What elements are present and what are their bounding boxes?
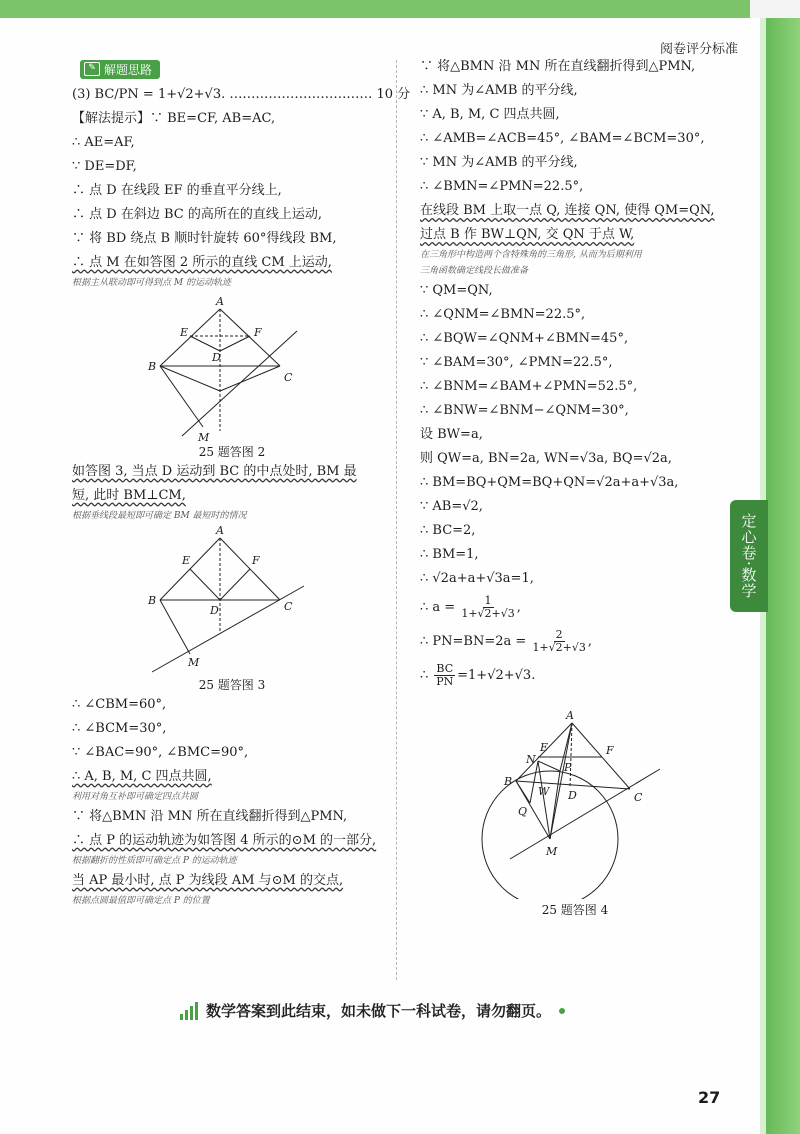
- label-N: N: [526, 753, 536, 766]
- label-W: W: [538, 785, 550, 798]
- hint-note: 在三角形中构造两个含特殊角的三角形, 从而为后期利用: [420, 250, 642, 260]
- page-number: 27: [698, 1088, 721, 1107]
- label-C: C: [634, 791, 643, 804]
- text-line: ∵ 将△BMN 沿 MN 所在直线翻折得到△PMN,: [420, 59, 696, 74]
- text-line: ∵ 将△BMN 沿 MN 所在直线翻折得到△PMN,: [72, 808, 348, 824]
- fraction-prefix: ∴ a =: [420, 600, 456, 615]
- fraction: [532, 629, 585, 654]
- text-line: ∴ 点 D 在线段 EF 的垂直平分线上,: [72, 182, 282, 198]
- label-F: F: [606, 744, 614, 757]
- fraction-denominator: PN: [436, 675, 454, 688]
- fraction-prefix: ∴ PN=BN=2a =: [420, 634, 527, 649]
- fraction-prefix: ∴: [420, 668, 429, 683]
- text-line: 短, 此时 BM⊥CM,: [72, 487, 186, 503]
- text-line: ∴ ∠BQW=∠QNM+∠BMN=45°,: [420, 331, 629, 346]
- text-line: ∵ ∠BAM=30°, ∠PMN=22.5°,: [420, 355, 613, 370]
- header-title: 阅卷评分标准: [660, 42, 739, 57]
- text-line: 如答图 3, 当点 D 运动到 BC 的中点处时, BM 最: [72, 463, 357, 479]
- text-line: ∴ MN 为∠AMB 的平分线,: [420, 83, 578, 98]
- text-line: 过点 B 作 BW⊥QN, 交 QN 于点 W,: [420, 227, 635, 242]
- hint-note: 根据翻折的性质即可确定点 P 的运动轨迹: [72, 855, 237, 866]
- label-A: A: [216, 294, 224, 308]
- text-line: ∴ 点 D 在斜边 BC 的高所在的直线上运动,: [72, 206, 322, 222]
- side-tab: 定心卷·数学: [730, 500, 768, 612]
- fraction-numerator: 2: [555, 628, 563, 641]
- label-C: C: [284, 370, 293, 384]
- label-F: F: [252, 553, 260, 567]
- text-line: ∴ AE=AF,: [72, 134, 135, 150]
- text-line: ∵ AB=√2,: [420, 499, 483, 514]
- figure-3: [72, 524, 392, 674]
- text-line: ∴ BM=BQ+QM=BQ+QN=√2a+a+√3a,: [420, 475, 679, 490]
- text-line: ∴ ∠QNM=∠BMN=22.5°,: [420, 307, 586, 322]
- figure-3-diagram: [72, 524, 392, 674]
- figure-4: [420, 699, 730, 899]
- label-M: M: [546, 845, 558, 858]
- text-line: 当 AP 最小时, 点 P 为线段 AM 与⊙M 的交点,: [72, 872, 344, 888]
- figure-4-diagram: [420, 699, 730, 899]
- text-line: ∵ MN 为∠AMB 的平分线,: [420, 155, 578, 170]
- label-E: E: [180, 325, 189, 339]
- signal-bars-icon: [180, 1002, 198, 1020]
- text-line: 【解法提示】∵ BE=CF, AB=AC,: [72, 110, 276, 126]
- label-B: B: [504, 775, 513, 788]
- text-line: ∴ 点 P 的运动轨迹为如答图 4 所示的⊙M 的一部分,: [72, 832, 377, 848]
- label-E: E: [182, 553, 191, 567]
- badge-label: 解题思路: [104, 62, 153, 77]
- top-bar-end: [750, 0, 800, 18]
- answer-line: (3) BC/PN = 1+√2+√3. …………………………… 10 分: [72, 86, 411, 102]
- text-line: ∵ ∠BAC=90°, ∠BMC=90°,: [72, 744, 249, 760]
- fraction-denominator: 1+√2+√3: [461, 607, 515, 620]
- footer-text: 数学答案到此结束，如未做下一科试卷，请勿翻页。: [206, 1002, 552, 1020]
- pencil-icon: ✎: [84, 62, 100, 76]
- solution-badge: [80, 60, 160, 79]
- label-M: M: [188, 655, 200, 669]
- text-line: ∴ BM=1,: [420, 547, 479, 562]
- label-D: D: [210, 603, 219, 617]
- text-line: ∵ QM=QN,: [420, 283, 493, 298]
- text-line: ∴ ∠AMB=∠ACB=45°, ∠BAM=∠BCM=30°,: [420, 131, 705, 146]
- label-B: B: [148, 593, 157, 607]
- text-line: ∴ BC=2,: [420, 523, 476, 538]
- label-M: M: [198, 430, 210, 441]
- hint-note: 根据主从联动即可得到点 M 的运动轨迹: [72, 277, 231, 288]
- text-line: ∵ 将 BD 绕点 B 顺时针旋转 60°得线段 BM,: [72, 230, 337, 246]
- label-B: B: [148, 359, 157, 373]
- column-divider: [396, 60, 398, 980]
- dot-icon: [559, 1008, 565, 1014]
- text-line: 则 QW=a, BN=2a, WN=√3a, BQ=√2a,: [420, 451, 672, 466]
- figure-3-caption: 25 题答图 3: [198, 677, 266, 692]
- footer-note: [180, 1000, 565, 1021]
- fraction-line-bc: [420, 659, 730, 693]
- label-F: F: [254, 325, 262, 339]
- text-line: ∵ A, B, M, C 四点共圆,: [420, 107, 560, 122]
- figure-2-caption: 25 题答图 2: [198, 444, 266, 459]
- figure-2: [72, 291, 392, 441]
- fraction-denominator: 1+√2+√3: [532, 641, 586, 654]
- text-line: 设 BW=a,: [420, 427, 483, 442]
- hint-note: 三角函数确定线段长做准备: [420, 266, 529, 276]
- left-column: [72, 55, 411, 909]
- text-line: ∴ ∠CBM=60°,: [72, 696, 167, 712]
- label-Q: Q: [518, 805, 528, 818]
- label-D: D: [568, 789, 577, 802]
- label-P: P: [564, 761, 572, 774]
- text-line: ∴ ∠BNW=∠BNM−∠QNM=30°,: [420, 403, 629, 418]
- fraction-numerator: 1: [484, 594, 492, 607]
- text-line: ∴ A, B, M, C 四点共圆,: [72, 768, 212, 784]
- fraction-suffix: =1+√2+√3.: [457, 668, 536, 683]
- text-line: ∵ DE=DF,: [72, 158, 137, 174]
- hint-note: 根据点圆最值即可确定点 P 的位置: [72, 895, 210, 906]
- label-D: D: [212, 350, 221, 364]
- hint-note: 根据垂线段最短即可确定 BM 最短时的情况: [72, 510, 247, 521]
- fraction: [434, 663, 455, 688]
- right-column: [420, 55, 730, 918]
- label-C: C: [284, 599, 293, 613]
- hint-note: 利用对角互补即可确定四点共圆: [72, 791, 199, 802]
- fraction-line-a: ∴ a = $\frac{1}{1+√2+√3}$ ,: [420, 594, 521, 620]
- label-E: E: [540, 741, 549, 754]
- text-line: ∴ ∠BNM=∠BAM+∠PMN=52.5°,: [420, 379, 638, 394]
- fraction-numerator: BC: [436, 662, 454, 675]
- figure-2-diagram: [72, 291, 392, 441]
- top-color-bar: [0, 0, 800, 18]
- figure-4-caption: 25 题答图 4: [541, 903, 609, 917]
- text-line: 在线段 BM 上取一点 Q, 连接 QN, 使得 QM=QN,: [420, 203, 715, 218]
- fraction-line-pn: ∴ PN=BN=2a = $\frac{2}{1+√2+√3}$ ,: [420, 628, 593, 654]
- right-color-band: [766, 18, 800, 1134]
- label-A: A: [216, 523, 224, 537]
- text-line: ∴ ∠BCM=30°,: [72, 720, 167, 736]
- text-line: ∴ 点 M 在如答图 2 所示的直线 CM 上运动,: [72, 254, 332, 270]
- fraction: [461, 595, 514, 620]
- text-line: ∴ ∠BMN=∠PMN=22.5°,: [420, 179, 584, 194]
- label-A: A: [566, 709, 574, 722]
- text-line: ∴ √2a+a+√3a=1,: [420, 571, 534, 586]
